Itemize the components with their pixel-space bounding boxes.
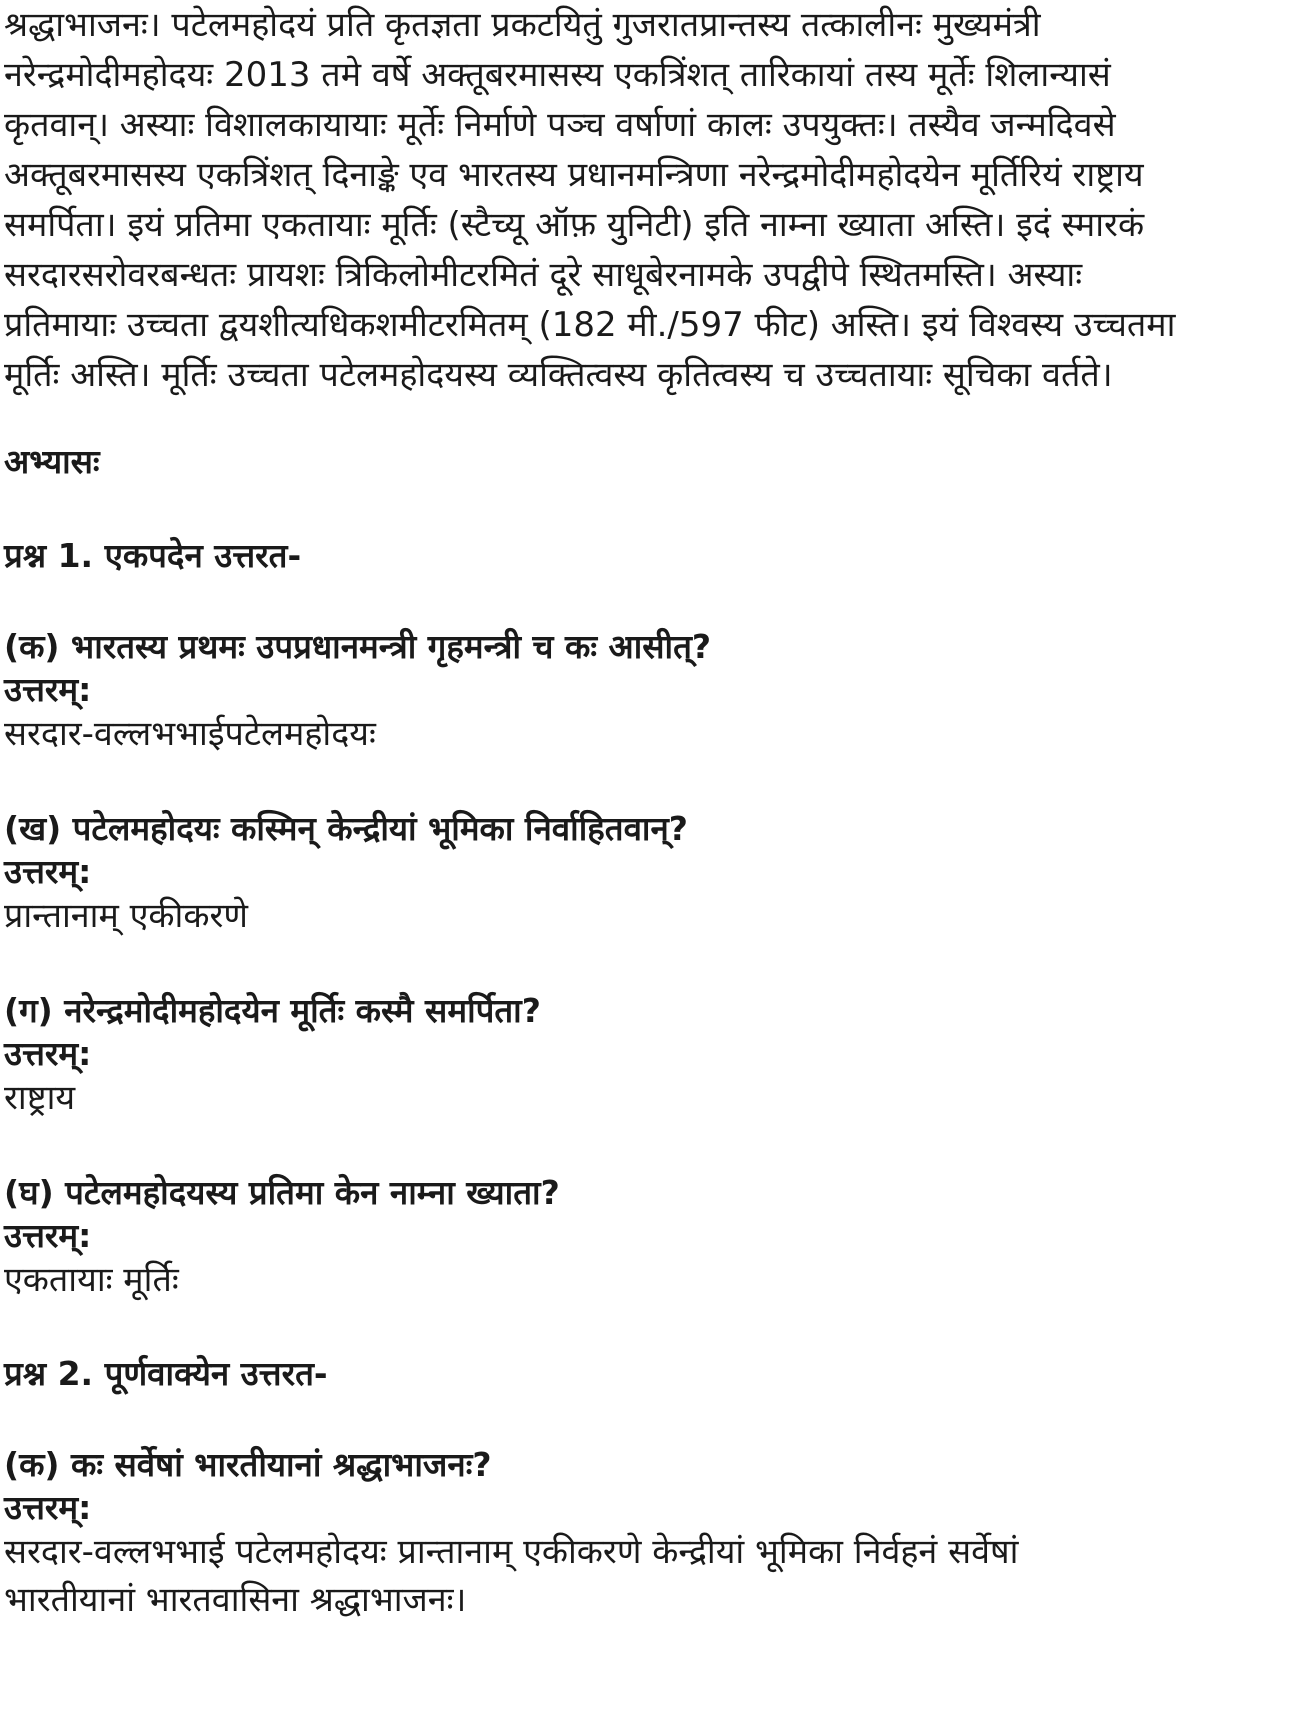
- passage-line: प्रतिमायाः उच्चता द्वयशीत्यधिकशमीटरमितम् (182 मी./597 फीट) अस्ति। इयं विश्वस्य उच्चतमा: [4, 305, 1176, 345]
- answer-text: राष्ट्राय: [4, 1078, 76, 1118]
- answer-text-line: भारतीयानां भारतवासिना श्रद्धाभाजनः।: [4, 1580, 467, 1620]
- question-text: (ग) नरेन्द्रमोदीमहोदयेन मूर्तिः कस्मै समर्पिता?: [4, 991, 541, 1030]
- question-1-item: [4, 624, 1294, 758]
- question-text: (क) भारतस्य प्रथमः उपप्रधानमन्त्री गृहमन्त्री च कः आसीत्?: [4, 627, 712, 666]
- answer-label: उत्तरम्:: [4, 1488, 92, 1527]
- question-2-title: प्रश्न 2. पूर्णवाक्येन उत्तरत-: [4, 1354, 328, 1393]
- answer-text: एकतायाः मूर्तिः: [4, 1260, 179, 1300]
- answer-label: उत्तरम्:: [4, 1216, 92, 1255]
- answer-text: प्रान्तानाम् एकीकरणे: [4, 896, 248, 936]
- question-text: (क) कः सर्वेषां भारतीयानां श्रद्धाभाजनः?: [4, 1445, 492, 1484]
- passage-line: कृतवान्। अस्याः विशालकायायाः मूर्तेः निर्माणे पञ्च वर्षाणां कालः उपयुक्तः। तस्यैव जन्मदिवसे: [4, 105, 1116, 145]
- answer-text: सरदार-वल्लभभाईपटेलमहोदयः: [4, 714, 376, 754]
- passage-line: श्रद्धाभाजनः। पटेलमहोदयं प्रति कृतज्ञता प्रकटयितुं गुजरातप्रान्तस्य तत्कालीनः मुख्यमंत्री: [4, 5, 1041, 45]
- exercise-heading: अभ्यासः: [4, 442, 100, 481]
- question-1-item: [4, 988, 1294, 1122]
- question-text: (ख) पटेलमहोदयः कस्मिन् केन्द्रीयां भूमिका निर्वाहितवान्?: [4, 809, 688, 848]
- answer-label: उत्तरम्:: [4, 852, 92, 891]
- question-2-item: [4, 1442, 1294, 1624]
- passage: [4, 0, 1294, 400]
- question-1-title: प्रश्न 1. एकपदेन उत्तरत-: [4, 536, 302, 575]
- passage-line: नरेन्द्रमोदीमहोदयः 2013 तमे वर्षे अक्तूबरमासस्य एकत्रिंशत् तारिकायां तस्य मूर्तेः शिलान्यासं: [4, 55, 1111, 95]
- passage-line: सरदारसरोवरबन्धतः प्रायशः त्रिकिलोमीटरमितं दूरे साधूबेरनामके उपद्वीपे स्थितमस्ति। अस्याः: [4, 255, 1083, 295]
- answer-label: उत्तरम्:: [4, 1034, 92, 1073]
- question-1-item: [4, 1170, 1294, 1304]
- passage-line: समर्पिता। इयं प्रतिमा एकतायाः मूर्तिः (स्टैच्यू ऑफ़ युनिटी) इति नाम्ना ख्याता अस्ति। इदं स्मारकं: [4, 205, 1145, 245]
- passage-line: मूर्तिः अस्ति। मूर्तिः उच्चता पटेलमहोदयस्य व्यक्तित्वस्य कृतित्वस्य च उच्चतायाः सूचिका वर्तते।: [4, 355, 1113, 395]
- answer-text-line: सरदार-वल्लभभाई पटेलमहोदयः प्रान्तानाम् एकीकरणे केन्द्रीयां भूमिका निर्वहनं सर्वेषां: [4, 1532, 1019, 1572]
- passage-line: अक्तूबरमासस्य एकत्रिंशत् दिनाङ्के एव भारतस्य प्रधानमन्त्रिणा नरेन्द्रमोदीमहोदयेन मूर्तिरियं राष्ट्राय: [4, 155, 1144, 195]
- answer-label: उत्तरम्:: [4, 670, 92, 709]
- question-text: (घ) पटेलमहोदयस्य प्रतिमा केन नाम्ना ख्याता?: [4, 1173, 560, 1212]
- question-1-item: [4, 806, 1294, 940]
